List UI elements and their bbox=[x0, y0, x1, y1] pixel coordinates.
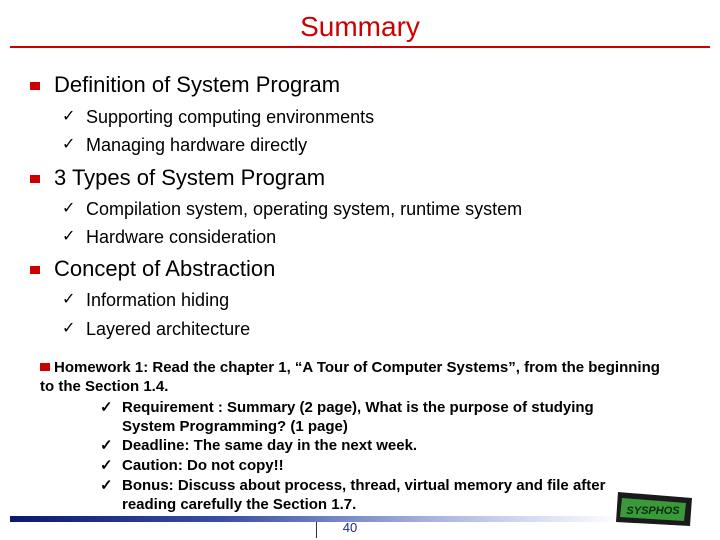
checkmark-icon: ✓ bbox=[62, 200, 76, 217]
list-item-text: Supporting computing environments bbox=[86, 107, 375, 127]
checkmark-icon: ✓ bbox=[100, 437, 113, 454]
checkmark-icon: ✓ bbox=[100, 477, 113, 494]
checkmark-icon: ✓ bbox=[100, 457, 113, 474]
logo-text: SYSPHOS bbox=[626, 505, 680, 517]
checkmark-icon: ✓ bbox=[100, 399, 113, 416]
footer-divider bbox=[316, 522, 317, 538]
list-item-text: Hardware consideration bbox=[86, 227, 277, 247]
homework-intro bbox=[40, 358, 660, 396]
section-heading: Definition of System Program bbox=[54, 72, 341, 97]
bullet-square-icon bbox=[30, 266, 40, 274]
list-item-text: Layered architecture bbox=[86, 319, 251, 339]
footer-gradient-bar bbox=[10, 516, 620, 522]
bullet-square-icon bbox=[30, 175, 40, 183]
homework-item-text: Deadline: The same day in the next week. bbox=[122, 437, 418, 454]
list-item-text: Compilation system, operating system, runtime system bbox=[86, 199, 523, 219]
section-heading: 3 Types of System Program bbox=[54, 165, 326, 190]
section-heading: Concept of Abstraction bbox=[54, 256, 276, 281]
checkmark-icon: ✓ bbox=[62, 228, 76, 245]
list-item-text: Managing hardware directly bbox=[86, 135, 308, 155]
slide-title: Summary bbox=[300, 11, 420, 42]
title-underline bbox=[10, 46, 710, 48]
sysphos-logo bbox=[612, 490, 696, 530]
page-number: 40 bbox=[342, 520, 358, 535]
homework-intro-text: Homework 1: Read the chapter 1, “A Tour of Computer Systems”, from the beginning to the Section 1.4. bbox=[40, 359, 660, 395]
checkmark-icon: ✓ bbox=[62, 136, 76, 153]
homework-item-text: Requirement : Summary (2 page), What is the purpose of studying System Programming? (1 page) bbox=[122, 399, 594, 435]
checkmark-icon: ✓ bbox=[62, 291, 76, 308]
checkmark-icon: ✓ bbox=[62, 320, 76, 337]
homework-item-text: Caution: Do not copy!! bbox=[122, 457, 284, 474]
checkmark-icon: ✓ bbox=[62, 108, 76, 125]
bullet-square-icon bbox=[30, 82, 40, 90]
bullet-square-icon bbox=[40, 363, 50, 371]
homework-item-text: Bonus: Discuss about process, thread, virtual memory and file after reading carefully the Section 1.7. bbox=[122, 477, 606, 513]
list-item-text: Information hiding bbox=[86, 290, 230, 310]
